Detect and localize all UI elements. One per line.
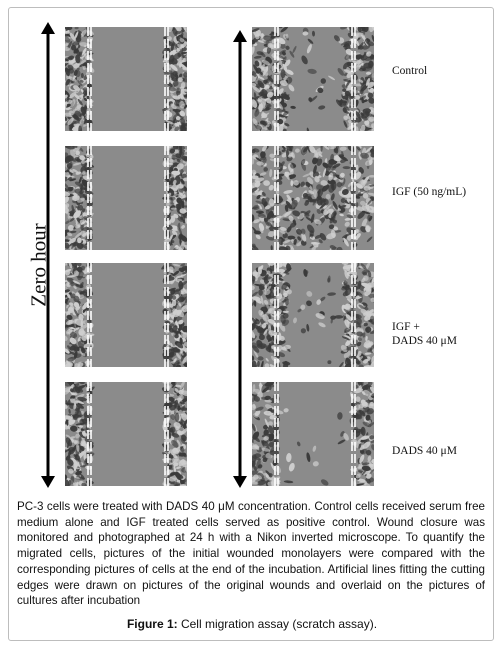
- panel-24h-control: [252, 27, 374, 131]
- micrograph-texture: [252, 382, 374, 486]
- panel-zero-dads: [65, 382, 187, 486]
- micrograph-texture: [252, 263, 374, 367]
- incubation-arrow: [230, 28, 250, 490]
- panel-zero-igf: [65, 146, 187, 250]
- figure-title: Cell migration assay (scratch assay).: [180, 617, 378, 631]
- panel-24h-dads: [252, 382, 374, 486]
- micrograph-texture: [65, 263, 187, 367]
- condition-label-control: Control: [392, 65, 428, 77]
- panel-24h-igf-dads: [252, 263, 374, 367]
- figure-caption: [0, 617, 504, 631]
- panel-zero-igf-dads: [65, 263, 187, 367]
- condition-label-dads: DADS 40 μM: [392, 445, 457, 457]
- condition-label-igf: IGF (50 ng/mL): [392, 186, 467, 198]
- micrograph-texture: [252, 146, 374, 250]
- zero-hour-arrow: [38, 20, 58, 490]
- panel-24h-igf: [252, 146, 374, 250]
- zero-hour-text: Zero hour: [26, 223, 51, 307]
- figure-number: Figure 1:: [126, 617, 178, 631]
- condition-label-igf-dads: IGF + DADS 40 μM: [392, 321, 457, 347]
- caption-text: PC-3 cells were treated with DADS 40 μM concentration. Control cells received serum free medium alone and IGF treated cells served as positive control. Wound closure was monitored and photographed at 24 h with a Nikon inverted microscope. To quantify the migrated cells, pictures of the initial wounded monolayers were compared with the corresponding pictures of cells at the end of the incubation. Artificial lines fitting the cutting edges were drawn on pictures of the original wounds and overlaid on the pictures of cultures after incubation: [17, 500, 485, 608]
- micrograph-texture: [65, 27, 187, 131]
- panel-zero-control: [65, 27, 187, 131]
- micrograph-texture: [252, 27, 374, 131]
- micrograph-texture: [65, 382, 187, 486]
- micrograph-texture: [65, 146, 187, 250]
